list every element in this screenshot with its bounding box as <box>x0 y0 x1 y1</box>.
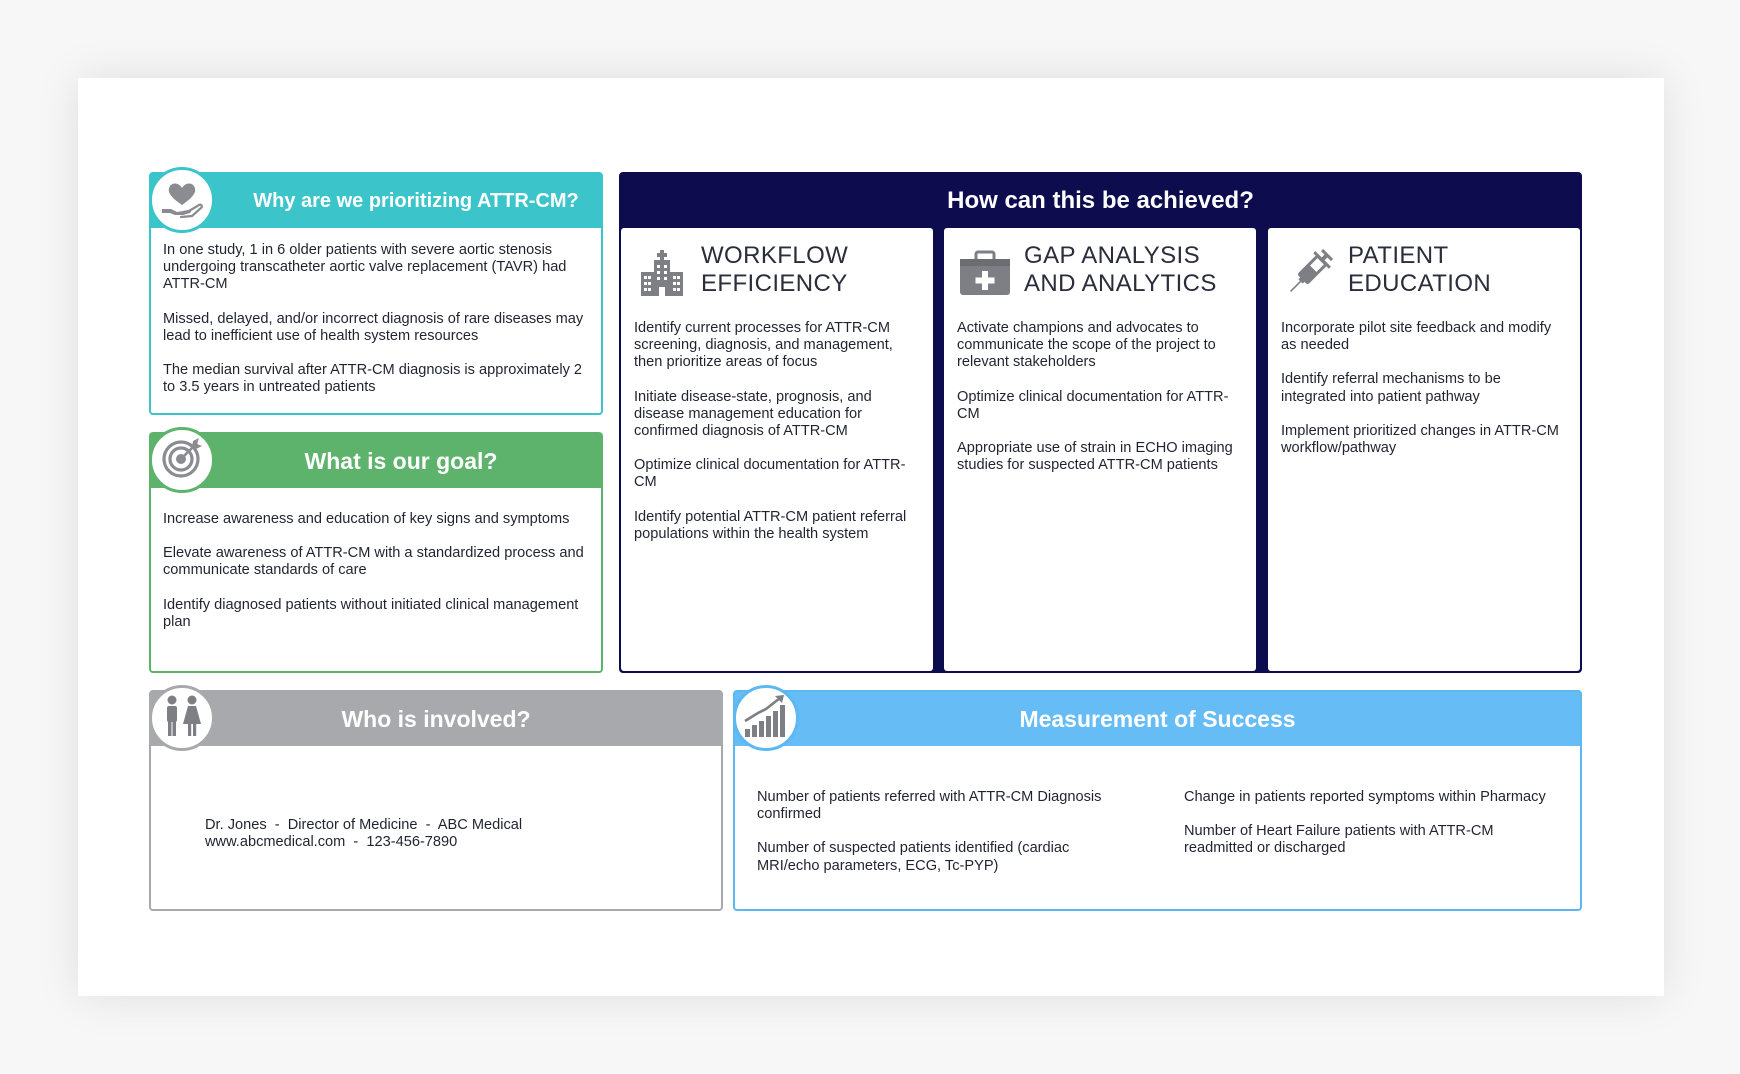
goal-badge <box>149 427 215 493</box>
measurement-left-list <box>757 789 1127 892</box>
measurement-item: Number of patients referred with ATTR-CM Diagnosis confirmed <box>757 789 1102 823</box>
why-title: Why are we prioritizing ATTR-CM? <box>253 189 579 212</box>
why-badge <box>149 167 215 233</box>
column-item: Appropriate use of strain in ECHO imaging studies for suspected ATTR-CM patients <box>957 440 1233 474</box>
workflow-efficiency-body <box>634 320 922 560</box>
heart-in-hand-icon <box>159 175 205 226</box>
how-card <box>619 172 1582 673</box>
syringe-icon <box>1282 246 1336 300</box>
column-item: Optimize clinical documentation for ATTR-CM <box>634 457 906 491</box>
column-item: Activate champions and advocates to communicate the scope of the project to relevant stakeholders <box>957 320 1216 371</box>
column-title-line: AND ANALYTICS <box>1024 270 1217 297</box>
gap-analysis-title <box>1024 242 1254 298</box>
why-item: The median survival after ATTR-CM diagnosis is approximately 2 to 3.5 years in untreated patients <box>163 362 583 396</box>
slide <box>78 78 1664 996</box>
column-item: Identify referral mechanisms to be integrated into patient pathway <box>1281 371 1501 405</box>
why-item: In one study, 1 in 6 older patients with severe aortic stenosis undergoing transcatheter aortic valve replacement (TAVR) had ATTR-CM <box>163 242 567 293</box>
measurement-header <box>735 692 1580 746</box>
patient-education-body <box>1281 320 1569 474</box>
hospital-icon <box>635 246 689 300</box>
column-title-line: EFFICIENCY <box>701 270 848 297</box>
goal-title: What is our goal? <box>304 447 498 474</box>
column-item: Optimize clinical documentation for ATTR-CM <box>957 388 1229 422</box>
how-title: How can this be achieved? <box>947 187 1254 214</box>
column-title-line: GAP ANALYSIS <box>1024 242 1200 269</box>
why-card <box>149 172 603 415</box>
measurement-item: Number of suspected patients identified (cardiac MRI/echo parameters, ECG, Tc-PYP) <box>757 840 1070 874</box>
patient-education-column <box>1268 228 1580 671</box>
column-title-line: WORKFLOW <box>701 242 849 269</box>
why-body <box>163 242 593 413</box>
column-title-line: PATIENT <box>1348 242 1449 269</box>
goal-item: Elevate awareness of ATTR-CM with a standardized process and communicate standards of care <box>163 545 584 579</box>
why-item: Missed, delayed, and/or incorrect diagnosis of rare diseases may lead to inefficient use of health system resources <box>163 310 584 344</box>
column-title-line: EDUCATION <box>1348 270 1492 297</box>
column-item: Implement prioritized changes in ATTR-CM workflow/pathway <box>1281 422 1559 457</box>
who-title: Who is involved? <box>341 705 531 732</box>
contact-line: Dr. Jones - Director of Medicine - ABC Medical <box>205 817 523 833</box>
people-icon <box>159 693 205 744</box>
measurement-title: Measurement of Success <box>1019 705 1296 732</box>
goal-card <box>149 432 603 673</box>
goal-header <box>151 434 601 488</box>
measurement-item: Change in patients reported symptoms within Pharmacy <box>1184 789 1546 805</box>
gap-analysis-body <box>957 320 1245 491</box>
patient-education-title <box>1348 242 1578 298</box>
how-header <box>621 174 1580 228</box>
goal-item: Increase awareness and education of key signs and symptoms <box>163 511 570 527</box>
who-header <box>151 692 721 746</box>
measurement-badge <box>733 685 799 751</box>
contact-line: www.abcmedical.com - 123-456-7890 <box>205 834 458 851</box>
goal-body <box>163 511 593 648</box>
workflow-efficiency-column <box>621 228 933 671</box>
measurement-item: Number of Heart Failure patients with ATTR-CM readmitted or discharged <box>1184 823 1494 857</box>
growth-chart-icon <box>742 693 790 744</box>
column-item: Incorporate pilot site feedback and modify as needed <box>1281 320 1552 354</box>
measurement-right-list <box>1184 789 1554 875</box>
why-header <box>151 174 601 228</box>
who-card <box>149 690 723 911</box>
workflow-efficiency-title <box>701 242 931 298</box>
target-icon <box>159 435 205 486</box>
gap-analysis-column <box>944 228 1256 671</box>
goal-item: Identify diagnosed patients without initiated clinical management plan <box>163 596 579 630</box>
column-item: Identify potential ATTR-CM patient referral populations within the health system <box>634 508 907 542</box>
measurement-card <box>733 690 1582 911</box>
medical-kit-icon <box>958 246 1012 300</box>
who-badge <box>149 685 215 751</box>
column-item: Identify current processes for ATTR-CM screening, diagnosis, and management, then prioritize areas of focus <box>634 320 893 371</box>
column-item: Initiate disease-state, prognosis, and disease management education for confirmed diagnosis of ATTR-CM <box>634 388 872 440</box>
contact-info <box>205 817 522 852</box>
